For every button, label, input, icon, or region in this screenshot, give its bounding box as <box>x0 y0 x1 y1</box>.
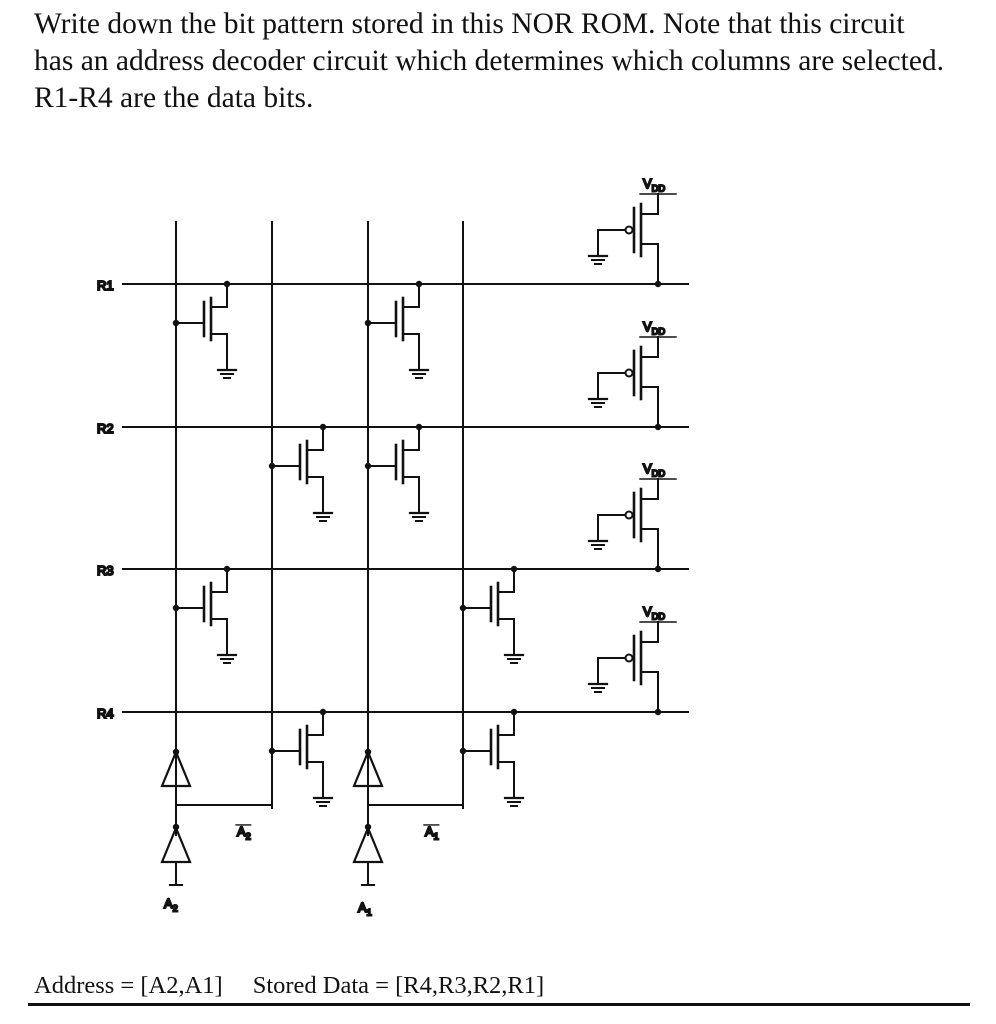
rom-transistor-r4-c2 <box>269 709 332 806</box>
rom-transistor-r2-c3 <box>365 424 428 521</box>
rom-transistor-r3-c4 <box>460 566 523 663</box>
rom-transistor-r2-c2 <box>269 424 332 521</box>
ground-icon <box>314 794 332 806</box>
ground-icon <box>505 651 523 663</box>
row-label-r3: R3 <box>97 563 114 578</box>
rom-transistor-r1-c1 <box>173 281 236 378</box>
ground-icon <box>505 794 523 806</box>
rom-transistor-r4-c4 <box>460 709 523 806</box>
ground-icon <box>314 509 332 521</box>
address-format: Address = [A2,A1] <box>34 972 223 999</box>
gate-bubble-icon <box>626 370 633 377</box>
ground-icon <box>218 651 236 663</box>
rom-transistor-r3-c1 <box>173 566 236 663</box>
ground-icon <box>589 537 607 549</box>
question-line-1: Write down the bit pattern stored in this NOR ROM. Note that this circuit <box>34 8 905 40</box>
vdd-label: $V_{DD}$ <box>643 319 666 337</box>
pullup-transistor-r2 <box>589 337 676 430</box>
vdd-label: $V_{DD}$ <box>643 604 666 622</box>
ground-icon <box>410 509 428 521</box>
stored-data-format: Stored Data = [R4,R3,R2,R1] <box>252 972 545 999</box>
row-label-r2: R2 <box>97 421 114 436</box>
pullup-transistor-r1 <box>589 194 676 287</box>
ground-icon <box>218 366 236 378</box>
vdd-label: $V_{DD}$ <box>643 461 666 479</box>
input-label-a1: $A_1$ <box>358 900 372 918</box>
gate-bubble-icon <box>626 655 633 662</box>
gate-bubble-icon <box>626 227 633 234</box>
footer-rule <box>28 1003 970 1006</box>
rom-transistor-r1-c3 <box>365 281 428 378</box>
ground-icon <box>589 252 607 264</box>
row-label-r4: R4 <box>97 706 114 721</box>
gate-bubble-icon <box>626 512 633 519</box>
question-line-3: R1-R4 are the data bits. <box>34 82 314 114</box>
address-decoder-2 <box>362 749 463 885</box>
ground-icon <box>589 395 607 407</box>
row-label-r1: R1 <box>97 278 114 293</box>
question-line-2: has an address decoder circuit which determines which columns are selected. <box>34 45 945 77</box>
input-label-a1-bar: $A_1$ <box>425 824 439 842</box>
input-label-a2-bar: $A_2$ <box>237 824 251 842</box>
input-label-a2: $A_2$ <box>164 896 178 914</box>
pullup-transistor-r3 <box>589 479 676 572</box>
footer-caption <box>34 972 544 1000</box>
pullup-transistor-r4 <box>589 622 676 715</box>
vdd-label: $V_{DD}$ <box>643 176 666 194</box>
ground-icon <box>589 680 607 692</box>
ground-icon <box>410 366 428 378</box>
address-decoder-1 <box>170 749 272 885</box>
